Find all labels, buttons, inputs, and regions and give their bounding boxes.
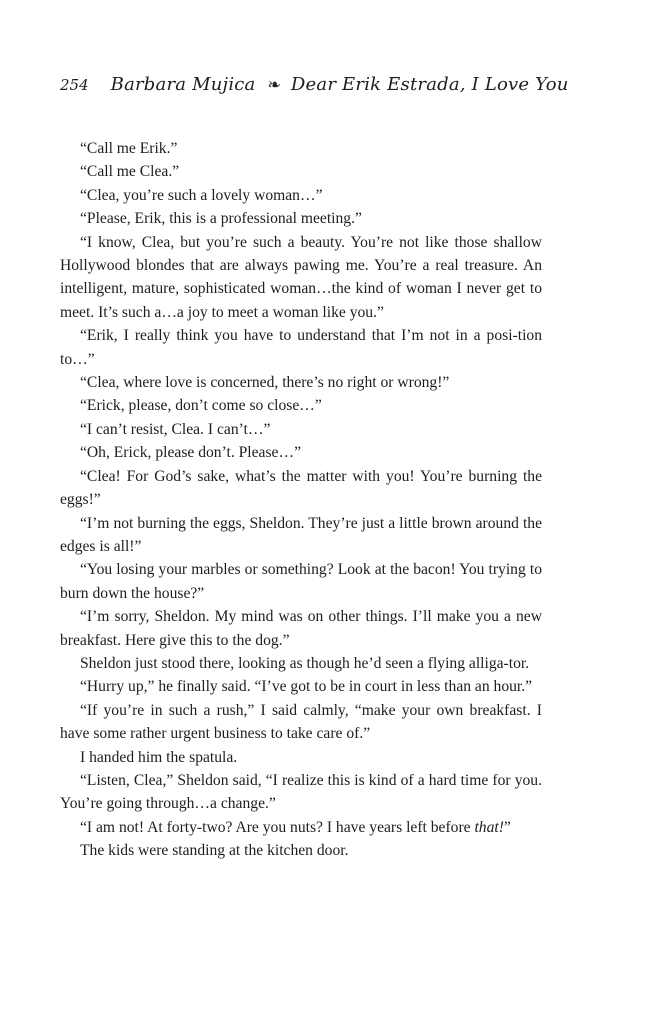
- paragraph: “Clea, where love is concerned, there’s no right or wrong!”: [80, 374, 450, 392]
- paragraph: “Listen, Clea,” Sheldon said, “I realize this is kind of a hard time for you. You’re going through…a change.”: [60, 771, 542, 813]
- page-number: 254: [60, 76, 89, 94]
- closing-quote: ”: [503, 818, 511, 836]
- paragraph-text: “I am not! At forty-two? Are you nuts? I have years left before: [80, 818, 475, 836]
- fleuron-ornament-icon: ❧: [267, 75, 281, 94]
- body-text: [60, 137, 542, 863]
- paragraph: “Erik, I really think you have to understand that I’m not in a posi-tion to…”: [60, 327, 542, 368]
- paragraph: “I know, Clea, but you’re such a beauty. You’re not like those shallow Hollywood blondes that are always pawing me. You’re a real treasure. An intelligent, mature, sophisticated woman…the kind of woman I never get to meet. It’s such a…a joy to meet a woman like you.”: [60, 233, 542, 321]
- paragraph: “Oh, Erick, please don’t. Please…”: [80, 444, 301, 462]
- paragraph: “I’m sorry, Sheldon. My mind was on other things. I’ll make you a new breakfast. Here give this to the dog.”: [60, 608, 542, 649]
- paragraph: “Erick, please, don’t come so close…”: [80, 397, 322, 415]
- paragraph: “Clea, you’re such a lovely woman…”: [80, 186, 323, 204]
- paragraph: “Please, Erik, this is a professional meeting.”: [80, 210, 362, 228]
- paragraph: “If you’re in such a rush,” I said calmly, “make your own breakfast. I have some rather urgent business to take care of.”: [60, 701, 542, 743]
- emphasized-word: that!: [474, 818, 504, 836]
- paragraph: “I’m not burning the eggs, Sheldon. They’re just a little brown around the edges is all!”: [60, 514, 542, 555]
- paragraph: The kids were standing at the kitchen door.: [80, 842, 349, 860]
- paragraph: [60, 816, 542, 839]
- paragraph: “I can’t resist, Clea. I can’t…”: [80, 420, 271, 438]
- paragraph: Sheldon just stood there, looking as though he’d seen a flying alliga-tor.: [80, 654, 530, 672]
- paragraph: “You losing your marbles or something? Look at the bacon! You trying to burn down the house?”: [60, 561, 542, 602]
- author-name: Barbara Mujica: [110, 74, 256, 95]
- paragraph: “Hurry up,” he finally said. “I’ve got to be in court in less than an hour.”: [80, 678, 533, 696]
- running-head: [60, 74, 569, 98]
- paragraph: I handed him the spatula.: [80, 748, 238, 766]
- paragraph: “Call me Erik.”: [80, 140, 178, 157]
- paragraph: “Clea! For God’s sake, what’s the matter with you! You’re burning the eggs!”: [60, 467, 542, 509]
- paragraph: “Call me Clea.”: [80, 163, 180, 181]
- book-title: Dear Erik Estrada, I Love You: [290, 74, 569, 95]
